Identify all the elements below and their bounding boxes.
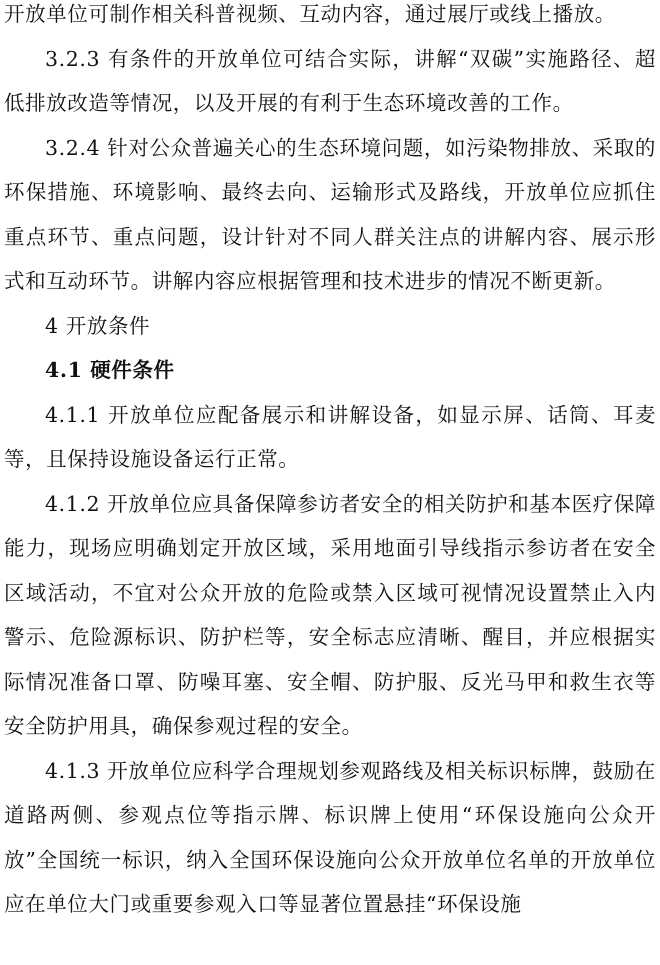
paragraph-4-1-1: 4.1.1 开放单位应配备展示和讲解设备，如显示屏、话筒、耳麦等，且保持设施设备运行正常。	[4, 402, 656, 471]
section-heading-4: 4 开放条件	[45, 313, 151, 338]
paragraph-4-1-3: 4.1.3 开放单位应科学合理规划参观路线及相关标识标牌，鼓励在道路两侧、参观点位等指示牌、标识牌上使用“环保设施向公众开放”全国统一标识，纳入全国环保设施向公众开放单位名单的开放单位应在单位大门或重要参观入口等显著位置悬挂“环保设施	[4, 758, 656, 916]
subsection-heading-4-1: 4.1 硬件条件	[45, 358, 175, 382]
paragraph-continued: 开放单位可制作相关科普视频、互动内容，通过展厅或线上播放。	[4, 2, 616, 26]
paragraph-3-2-4: 3.2.4 针对公众普遍关心的生态环境问题，如污染物排放、采取的环保措施、环境影响、最终去向、运输形式及路线，开放单位应抓住重点环节、重点问题，设计针对不同人群关注点的讲解内容、展示形式和互动环节。讲解内容应根据管理和技术进步的情况不断更新。	[4, 135, 656, 293]
paragraph-3-2-3: 3.2.3 有条件的开放单位可结合实际，讲解“双碳”实施路径、超低排放改造等情况，以及开展的有利于生态环境改善的工作。	[4, 46, 656, 115]
paragraph-4-1-2: 4.1.2 开放单位应具备保障参访者安全的相关防护和基本医疗保障能力，现场应明确划定开放区域，采用地面引导线指示参访者在安全区域活动，不宜对公众开放的危险或禁入区域可视情况设置禁止入内警示、危险源标识、防护栏等，安全标志应清晰、醒目，并应根据实际情况准备口罩、防噪耳塞、安全帽、防护服、反光马甲和救生衣等安全防护用具，确保参观过程的安全。	[4, 491, 656, 738]
